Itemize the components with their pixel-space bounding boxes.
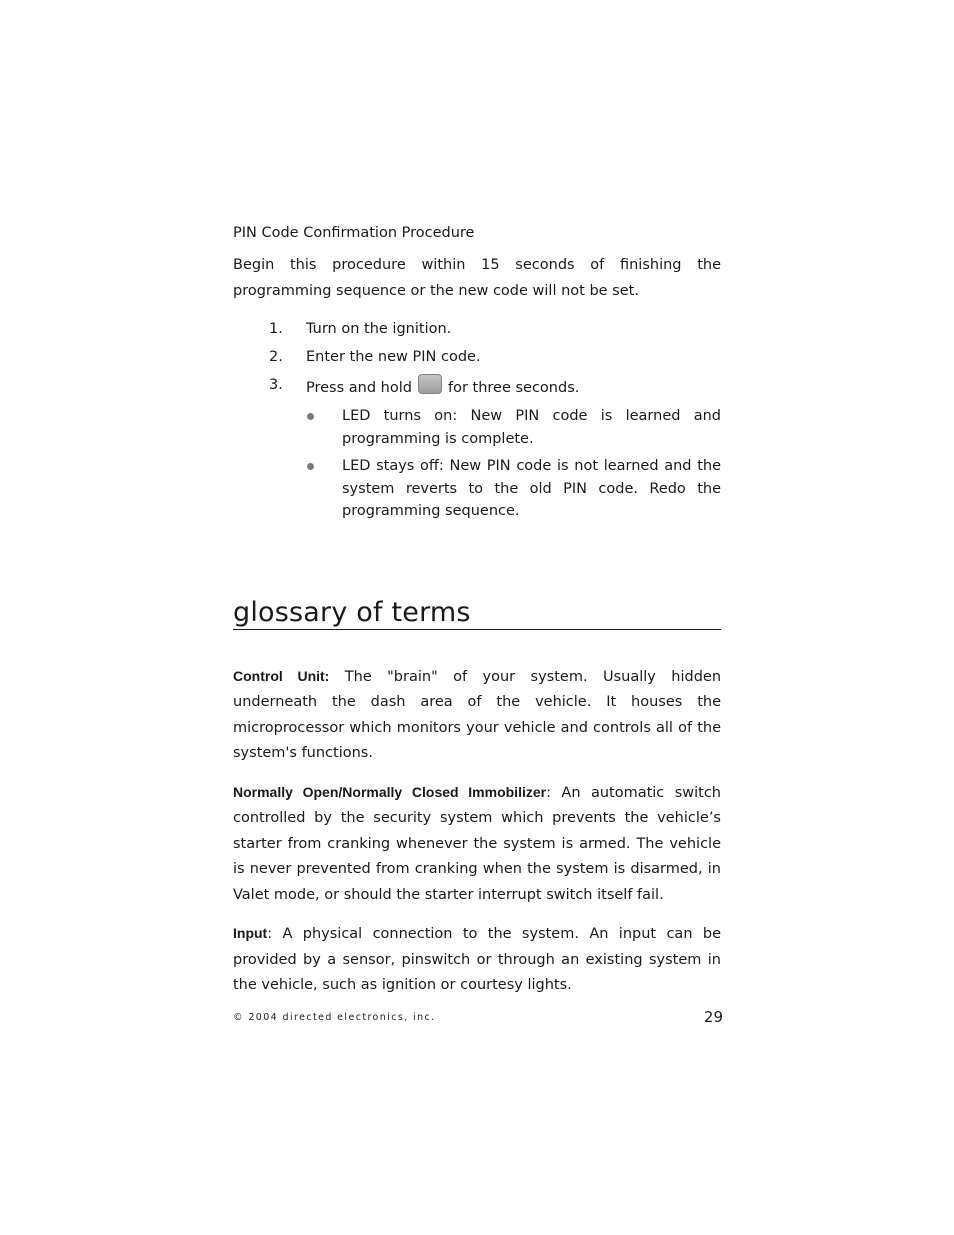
step-number: 3. (269, 377, 283, 393)
bullet-icon (307, 413, 314, 420)
page-number: 29 (703, 1008, 723, 1026)
bullet-icon (307, 463, 314, 470)
glossary-separator (329, 669, 344, 685)
bullet-text: LED stays off: New PIN code is not learned and the system reverts to the old PIN code. Redo the programming sequence. (342, 458, 721, 519)
step-number: 1. (269, 321, 283, 337)
glossary-term: Input (233, 925, 268, 941)
copyright-text: © 2004 directed electronics, inc. (233, 1012, 436, 1023)
step-text-before: Press and hold (306, 380, 412, 396)
glossary-separator: : (546, 784, 562, 801)
step-text: Enter the new PIN code. (306, 349, 481, 365)
bullet-text: LED turns on: New PIN code is learned and programming is complete. (342, 408, 721, 447)
glossary-term: Normally Open/Normally Closed Immobilizer (233, 783, 547, 800)
button-key-icon (418, 374, 442, 394)
list-item (233, 405, 721, 450)
step-item (233, 374, 721, 399)
step-item (233, 318, 721, 340)
glossary-definition: A physical connection to the system. An input can be provided by a sensor, pinswitch or through an existing system in the vehicle, such as ignition or courtesy lights. (233, 926, 722, 993)
glossary-heading: glossary of terms (233, 597, 721, 630)
glossary-entry (233, 664, 721, 767)
glossary-entry (233, 780, 721, 909)
step-number: 2. (269, 349, 283, 365)
procedure-steps (233, 318, 721, 399)
procedure-intro: Begin this procedure within 15 seconds of finishing the programming sequence or the new code will not be set. (233, 257, 721, 299)
glossary-separator: : (267, 926, 283, 942)
glossary-definition: An automatic switch controlled by the security system which prevents the vehicle’s starter from cranking whenever the system is armed. The vehicle is never prevented from cranking when the system is disarmed, in Valet mode, or should the starter interrupt switch itself fail. (233, 784, 721, 903)
led-result-list (233, 405, 721, 523)
procedure-title: PIN Code Confirmation Procedure (233, 225, 475, 241)
glossary-entry (233, 921, 721, 999)
page-content (233, 222, 721, 999)
step-text-after: for three seconds. (447, 380, 580, 396)
glossary-definition: The "brain" of your system. Usually hidden underneath the dash area of the vehicle. It houses the microprocessor which monitors your vehicle and controls all of the system's functions. (233, 668, 722, 761)
step-item (233, 346, 721, 368)
list-item (233, 455, 721, 523)
step-text: Turn on the ignition. (306, 321, 452, 337)
glossary-term: Control Unit: (233, 667, 330, 684)
